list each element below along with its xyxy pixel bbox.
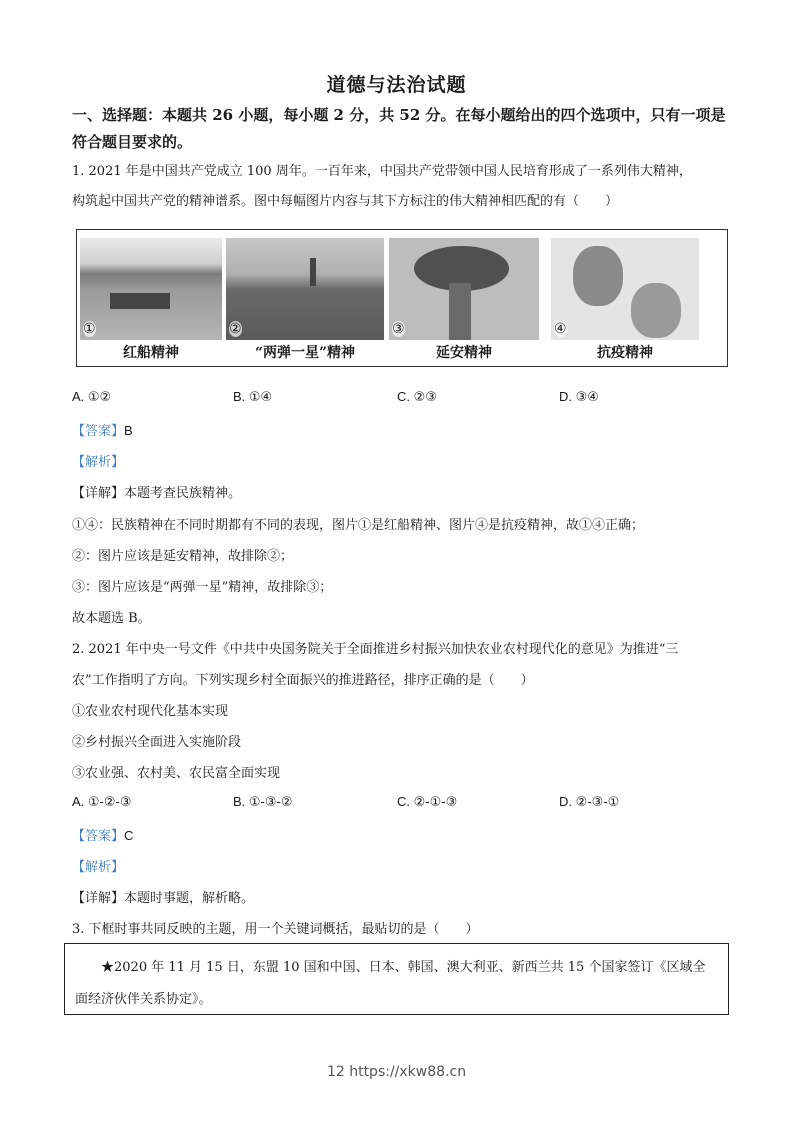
q1-option-a: A. ①②: [72, 389, 112, 404]
answer-value: B: [124, 423, 133, 438]
image-number: ③: [392, 321, 405, 337]
caption-two-bombs-one-satellite: “两弹一星”精神: [254, 345, 356, 361]
q1-answer: [72, 420, 133, 439]
q2-option-b: B. ①-③-②: [233, 794, 293, 809]
q1-stem-line2: 构筑起中国共产党的精神谱系。图中每幅图片内容与其下方标注的伟大精神相匹配的有（ ）: [72, 194, 619, 209]
q3-news-box: [64, 943, 729, 1015]
q2-option-a: A. ①-②-③: [72, 794, 132, 809]
q1-detail-2: ②：图片应该是延安精神，故排除②；: [72, 549, 294, 564]
q2-item-1: ①农业农村现代化基本实现: [72, 704, 229, 719]
q1-figure: [76, 229, 728, 367]
image-number: ④: [554, 321, 567, 337]
q2-option-c: C. ②-①-③: [397, 794, 458, 809]
q1-analysis-label: 【解析】: [72, 455, 125, 470]
image-number: ②: [229, 321, 242, 337]
q3-box-line2: 面经济伙伴关系协定》。: [75, 992, 212, 1007]
red-boat-image: [80, 238, 222, 340]
q1-detail-3: ③：图片应该是“两弹一星”精神，故排除③；: [72, 580, 333, 595]
caption-red-boat: 红船精神: [123, 345, 179, 361]
answer-label: 【答案】: [72, 829, 125, 844]
answer-value: C: [124, 828, 134, 843]
q2-stem-line1: 2. 2021 年中央一号文件《中共中央国务院关于全面推进乡村振兴加快农业农村现代化的意见》为推进“三: [72, 642, 679, 657]
caption-yanan: 延安精神: [436, 345, 492, 361]
q1-option-d: D. ③④: [559, 389, 599, 404]
q2-analysis-label: 【解析】: [72, 860, 125, 875]
answer-label: 【答案】: [72, 424, 125, 439]
q2-option-d: D. ②-③-①: [559, 794, 620, 809]
page-footer: 12 https://xkw88.cn: [326, 1064, 467, 1080]
q1-option-b: B. ①④: [233, 389, 273, 404]
q3-box-line1: ★2020 年 11 月 15 日，东盟 10 国和中国、日本、韩国、澳大利亚、新西兰共 15 个国家签订《区域全: [101, 960, 706, 975]
q3-stem: 3. 下框时事共同反映的主题，用一个关键词概括，最贴切的是（ ）: [72, 922, 479, 937]
caption-anti-epidemic: 抗疫精神: [597, 345, 653, 361]
q2-item-2: ②乡村振兴全面进入实施阶段: [72, 735, 242, 750]
q1-detail-0: 【详解】本题考查民族精神。: [72, 486, 242, 501]
q1-stem-line1: 1. 2021 年是中国共产党成立 100 周年。一百年来，中国共产党带领中国人民培育形成了一系列伟大精神，: [72, 164, 692, 179]
q2-stem-line2: 农”工作指明了方向。下列实现乡村全面振兴的推进路径，排序正确的是（ ）: [72, 673, 534, 688]
q1-detail-4: 故本题选 B。: [72, 611, 151, 626]
q1-detail-1: ①④：民族精神在不同时期都有不同的表现，图片①是红船精神、图片④是抗疫精神，故①④正确；: [72, 518, 645, 533]
mushroom-cloud-image: [389, 238, 539, 340]
page-title: 道德与法治试题: [326, 74, 467, 96]
image-number: ①: [83, 321, 96, 337]
pagoda-image: [226, 238, 384, 340]
q1-option-c: C. ②③: [397, 389, 437, 404]
q2-detail: 【详解】本题时事题，解析略。: [72, 891, 255, 906]
medical-workers-image: [551, 238, 699, 340]
q2-answer: [72, 825, 133, 844]
q2-item-3: ③农业强、农村美、农民富全面实现: [72, 766, 281, 781]
section-heading: 一、选择题：本题共 26 小题，每小题 2 分，共 52 分。在每小题给出的四个选项中，只有一项是符合题目要求的。: [72, 106, 726, 151]
